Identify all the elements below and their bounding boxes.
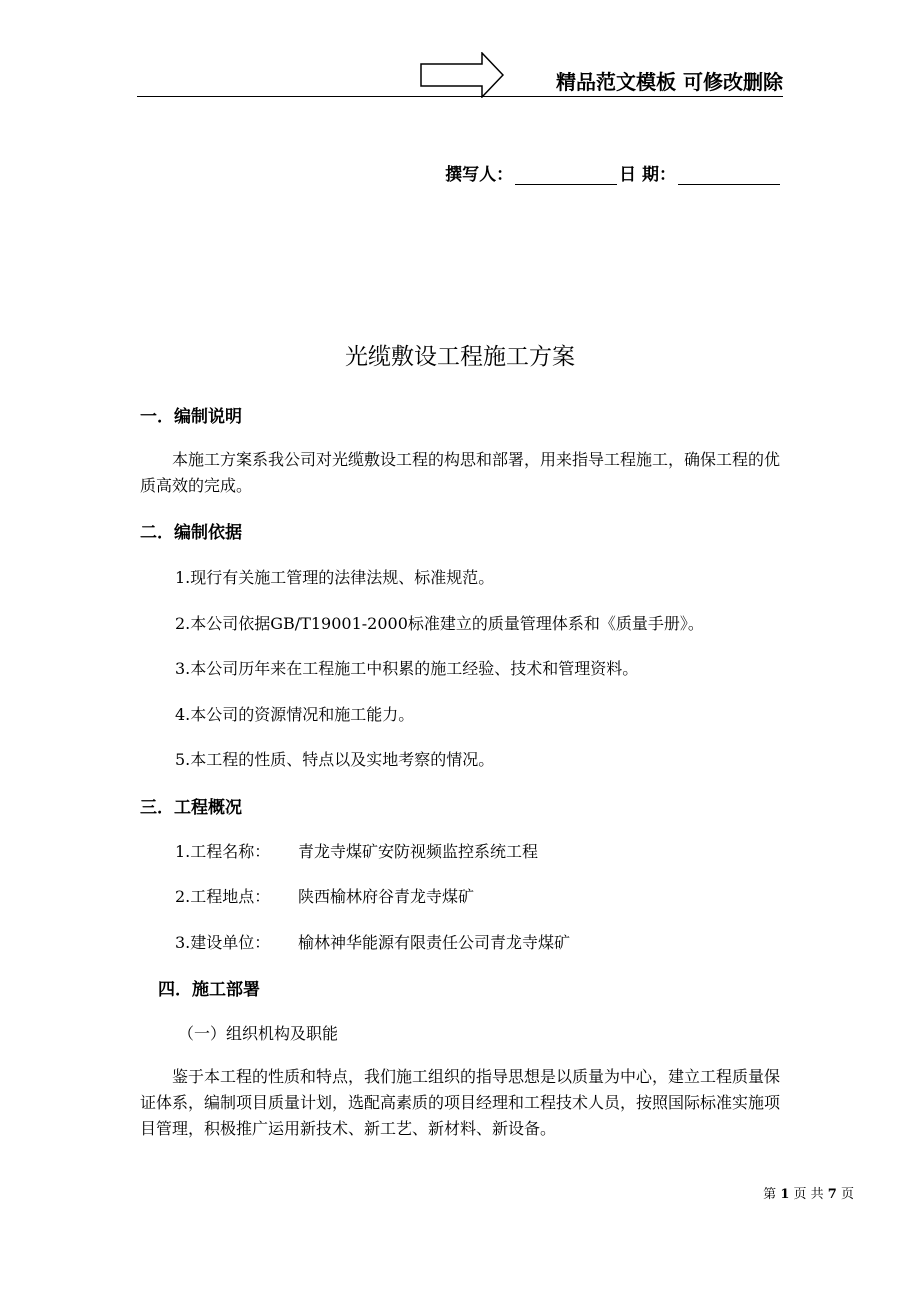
signature-line <box>445 160 782 185</box>
section-heading: 四．施工部署 <box>158 980 260 1000</box>
paragraph: 本施工方案系我公司对光缆敷设工程的构思和部署，用来指导工程施工，确保工程的优质高效的完成。 <box>140 450 781 495</box>
arrow-icon <box>420 52 504 98</box>
page-middle: 页 共 <box>793 1187 824 1202</box>
page-prefix: 第 <box>763 1187 777 1202</box>
list-item: 2.本公司依据GB/T19001-2000标准建立的质量管理体系和《质量手册》。 <box>175 614 704 633</box>
paragraph: 鉴于本工程的性质和特点，我们施工组织的指导思想是以质量为中心，建立工程质量保证体系，编制项目质量计划，选配高素质的项目经理和工程技术人员，按照国际标准实施项目管理，积极推广运用新技术、新工艺、新材料、新设备。 <box>140 1067 781 1138</box>
section-heading: 一．编制说明 <box>140 407 242 427</box>
section-heading: 二．编制依据 <box>140 523 242 543</box>
total-pages: 7 <box>827 1187 837 1202</box>
list-item-value: 榆林神华能源有限责任公司青龙寺煤矿 <box>298 933 571 952</box>
section-heading: 三．工程概况 <box>140 798 242 818</box>
list-item-label: 2.工程地点： <box>175 887 271 906</box>
header-banner: 精品范文模板 可修改删除 <box>556 70 783 94</box>
list-item-value: 青龙寺煤矿安防视频监控系统工程 <box>298 842 539 861</box>
page-suffix: 页 <box>840 1187 854 1202</box>
author-label: 撰写人： <box>445 165 514 185</box>
list-item-label: 1.工程名称： <box>175 842 271 861</box>
page-number <box>763 1183 854 1202</box>
document-title: 光缆敷设工程施工方案 <box>345 344 575 370</box>
list-item-label: 3.建设单位： <box>175 933 271 952</box>
list-item: 4.本公司的资源情况和施工能力。 <box>175 705 415 724</box>
subsection-heading: （一）组织机构及职能 <box>178 1024 339 1043</box>
list-item: 5.本工程的性质、特点以及实地考察的情况。 <box>175 750 495 769</box>
date-blank <box>678 166 780 185</box>
current-page: 1 <box>780 1187 790 1202</box>
list-item: 3.本公司历年来在工程施工中积累的施工经验、技术和管理资料。 <box>175 659 639 678</box>
header-divider <box>137 96 783 97</box>
author-blank <box>515 166 617 185</box>
list-item-value: 陕西榆林府谷青龙寺煤矿 <box>298 887 475 906</box>
date-label: 日 期： <box>619 165 676 185</box>
list-item: 1.现行有关施工管理的法律法规、标准规范。 <box>175 568 495 587</box>
